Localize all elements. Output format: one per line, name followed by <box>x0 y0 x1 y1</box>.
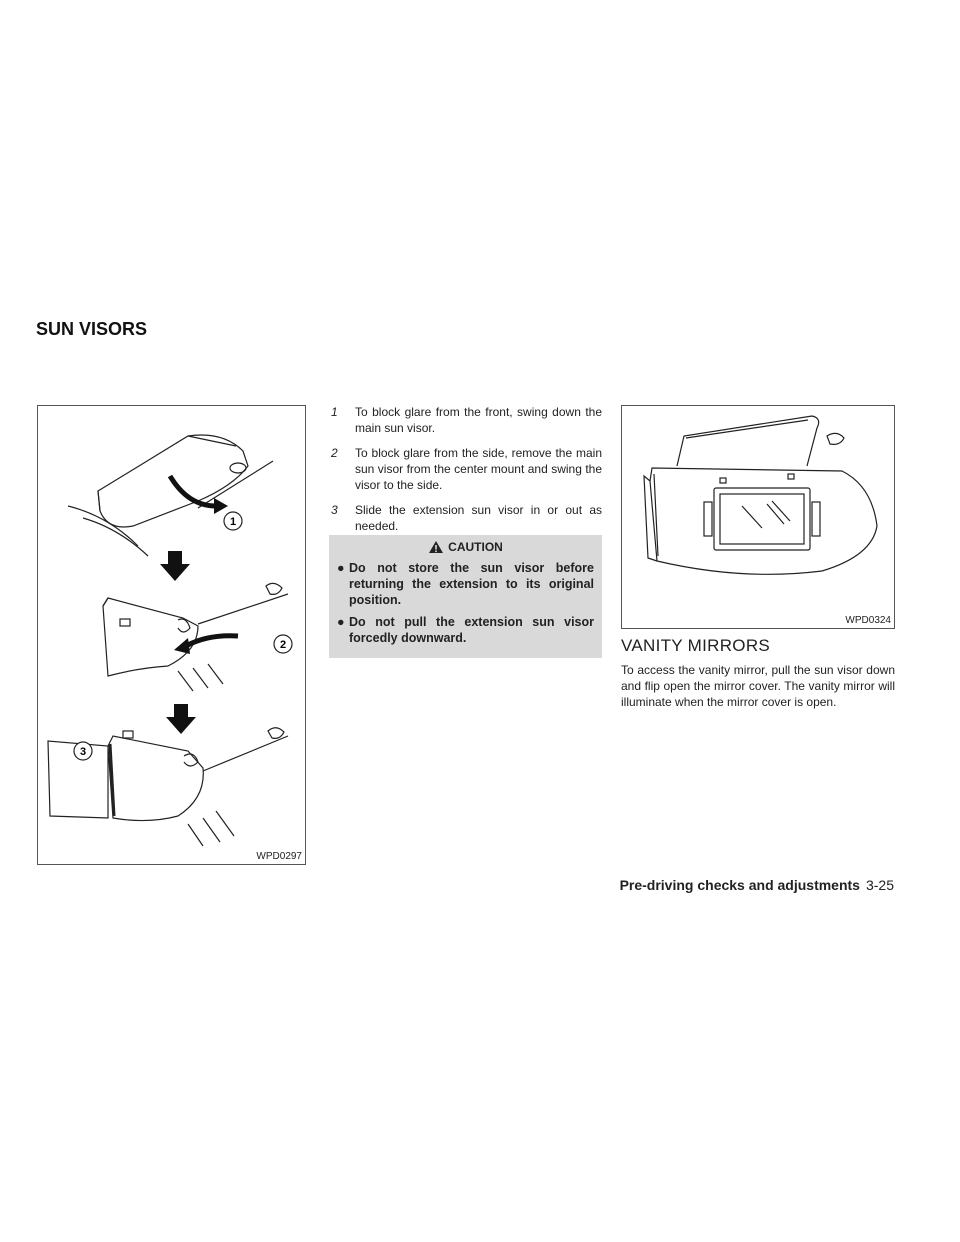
caution-label: CAUTION <box>448 540 503 554</box>
footer-section: Pre-driving checks and adjustments <box>619 877 860 893</box>
vanity-mirrors-heading: VANITY MIRRORS <box>621 636 771 655</box>
sun-visor-illustration <box>37 405 306 865</box>
vanity-mirror-illustration <box>621 405 895 629</box>
step-number: 1 <box>331 405 338 419</box>
step-item <box>329 404 602 436</box>
bullet: ● <box>337 561 345 575</box>
callout-2: 2 <box>279 639 287 651</box>
page-number: 3-25 <box>865 877 894 893</box>
caution-text: Do not store the sun visor before returning the extension to its original position. <box>349 561 594 607</box>
warning-icon <box>428 540 444 554</box>
step-number: 3 <box>331 503 338 517</box>
step-text: To block glare from the front, swing down the main sun visor. <box>355 405 602 435</box>
figure-code-right: WPD0324 <box>845 615 891 626</box>
callout-3: 3 <box>79 746 87 758</box>
callout-1: 1 <box>229 516 237 528</box>
caution-item <box>337 560 594 608</box>
step-text: Slide the extension sun visor in or out as needed. <box>355 503 602 533</box>
caution-item <box>337 614 594 646</box>
caution-header <box>337 540 594 554</box>
bullet: ● <box>337 615 345 629</box>
step-item <box>329 502 602 534</box>
vanity-mirrors-text: To access the vanity mirror, pull the sun visor down and flip open the mirror cover. The vanity mirror will illuminate when the mirror cover is open. <box>621 663 895 709</box>
step-list <box>329 404 602 543</box>
step-text: To block glare from the side, remove the main sun visor from the center mount and swing the visor to the side. <box>355 446 602 492</box>
step-number: 2 <box>331 446 338 460</box>
caution-list <box>337 560 594 646</box>
step-item <box>329 445 602 493</box>
section-title: SUN VISORS <box>36 319 148 339</box>
sun-visor-drawing <box>38 406 305 864</box>
figure-code-left: WPD0297 <box>256 851 302 862</box>
caution-text: Do not pull the extension sun visor forcedly downward. <box>349 615 594 645</box>
vanity-mirror-drawing <box>622 406 894 628</box>
caution-box <box>329 535 602 658</box>
page-footer <box>620 877 894 893</box>
